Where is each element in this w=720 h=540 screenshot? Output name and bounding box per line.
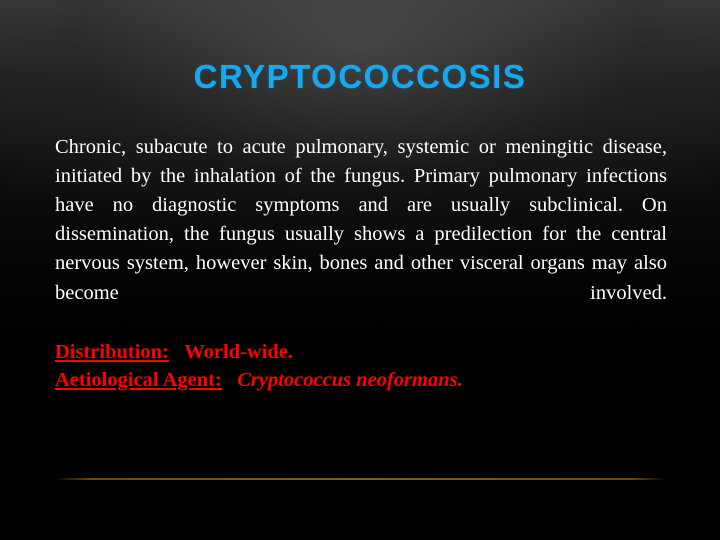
accent-divider	[55, 478, 667, 480]
detail-aetiological-agent	[55, 367, 667, 395]
slide-body	[55, 133, 667, 395]
body-paragraph: Chronic, subacute to acute pulmonary, systemic or meningitic disease, initiated by the inhalation of the fungus. Primary pulmonary infections have no diagnostic symptoms and are usually subclinical. On dissemination, the fungus usually shows a predilection for the central nervous system, however skin, bones and other visceral organs may also become involved.	[55, 136, 667, 304]
detail-value-distribution: World-wide.	[184, 340, 294, 363]
detail-label-distribution: Distribution:	[55, 340, 169, 363]
page-title: CRYPTOCOCCOSIS	[193, 58, 527, 95]
detail-value-aetiological-agent: Cryptococcus neoformans.	[237, 368, 463, 391]
detail-distribution	[55, 339, 667, 367]
detail-label-aetiological-agent: Aetiological Agent:	[55, 368, 222, 391]
